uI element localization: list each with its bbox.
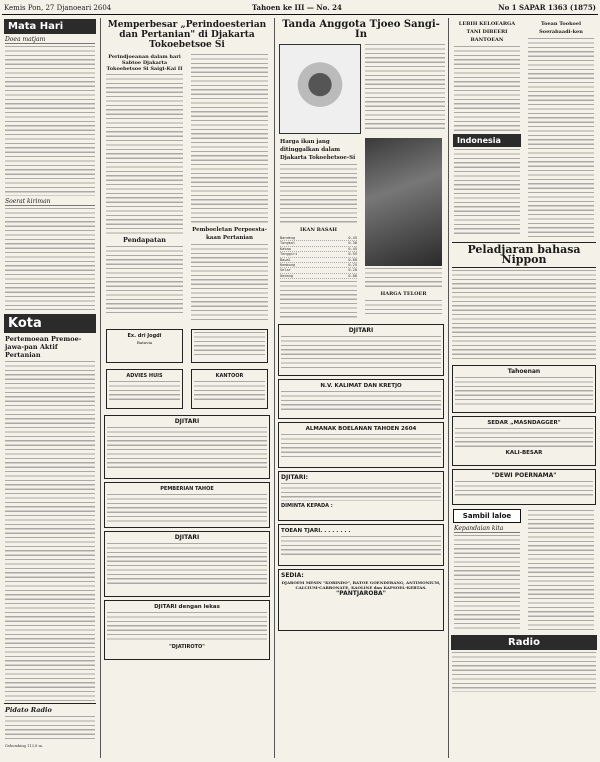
ad-pemberian <box>104 482 270 528</box>
ad-brand: KALI-BESAR <box>505 450 543 456</box>
ad-title: SEDIA: <box>281 572 304 580</box>
fish-price: 0.55 <box>348 252 357 257</box>
fish-price: 0.45 <box>348 246 357 251</box>
fish-price: 0.20 <box>348 268 357 273</box>
ad-text <box>281 536 441 558</box>
ad-almanak <box>278 422 444 468</box>
article-title: Memperbesar „Perindoesterian dan Pertanian" di Djakarta Tokoebetsoe Si <box>107 20 267 50</box>
fish-table-row <box>280 274 357 279</box>
ad-djitari <box>104 415 270 479</box>
column-1 <box>2 18 98 758</box>
egg-price-heading: HARGA TELOER <box>380 291 427 297</box>
ad-title: TOEAN TJARI. . . . . . . . <box>281 528 351 535</box>
pidato-radio-title: Pidato Radio <box>5 706 52 714</box>
article-subtitle: Perindjoeanan dalam hari Sabtoe Djakarta Tokoebetsoe Si Saigi-Kai II <box>106 54 183 72</box>
portrait-drawing <box>279 44 361 134</box>
fish-name: Bandeng <box>280 236 296 240</box>
newspaper-page <box>2 2 598 760</box>
mata-hari-banner: Mata Hari <box>4 19 96 34</box>
article-body <box>280 281 357 319</box>
ad-djitari-2 <box>104 531 270 597</box>
column-3 <box>274 18 447 758</box>
column-2 <box>100 18 273 758</box>
radio-schedule <box>452 652 596 692</box>
ad-title: DJITARI <box>174 534 200 541</box>
ad-box <box>191 329 268 363</box>
fish-price: 0.80 <box>348 273 357 278</box>
ad-toean <box>278 524 444 566</box>
ad-sedar <box>452 416 596 466</box>
ad-text <box>107 494 267 522</box>
ad-dewi <box>452 469 596 505</box>
column-4 <box>448 18 599 758</box>
article-body <box>5 361 95 701</box>
article-heading: LEBIH KELOEARGA TANI DIBEERI BANTOEAN <box>458 21 516 43</box>
pendapatan-heading: Pendapatan <box>122 236 167 244</box>
section-kicker: Doea matjam <box>5 36 95 44</box>
article-body <box>5 208 95 310</box>
masthead-date: Kemis Pon, 27 Djanoeari 2604 <box>4 4 112 12</box>
fish-price: 0.60 <box>348 257 357 262</box>
ad-box <box>191 369 268 409</box>
masthead <box>2 2 598 15</box>
article-body <box>280 164 357 224</box>
article-body <box>365 44 445 132</box>
article-body <box>191 244 268 322</box>
article-body <box>5 716 95 742</box>
ad-title: DJITARI <box>348 327 374 335</box>
article-body <box>528 510 594 630</box>
fish-price: 0.30 <box>348 241 357 246</box>
fish-name: Kakap <box>280 246 291 251</box>
news-photo <box>365 138 442 266</box>
ad-subtitle: Batavia <box>136 340 153 345</box>
ad-text <box>455 481 593 497</box>
ad-text <box>194 332 265 356</box>
ad-text <box>281 391 441 411</box>
article-title: Tanda Anggota Tjoeo Sangi-In <box>282 19 440 40</box>
article-body <box>106 246 183 316</box>
ad-brand: "PANTJAROBA" <box>336 590 386 598</box>
fish-price-table <box>280 236 357 279</box>
ad-text <box>281 483 441 501</box>
ad-text <box>109 381 180 401</box>
divider <box>4 703 96 704</box>
peladjaran-title: Peladjaran bahasa Nippon <box>452 242 596 268</box>
fish-price-heading: Harga ikan jang ditinggalkan dalam Djakarta Tokoebetsoe-Si <box>280 139 356 161</box>
ad-text <box>107 612 267 642</box>
sambil-laloe-banner: Sambil laloe <box>453 509 521 523</box>
ad-text: DJAROEM MESIN "KORINDO", BATOE GOENDERANG, ANTIMONIUM, CALCIUM-CARBONATE, KAOLINE dan KAPSOEL-KERTAS. <box>281 580 441 591</box>
ad-title: ALMANAK BOELANAN TAHOEN 2604 <box>305 426 417 433</box>
ad-title: KANTOOR <box>215 373 244 379</box>
indonesia-banner: Indonesia <box>453 134 521 147</box>
fish-table-title: IKAN BASAH <box>300 227 337 233</box>
article-body <box>106 74 183 234</box>
article-body <box>454 46 520 132</box>
fish-name: Bawal <box>280 257 291 262</box>
article-heading: Toean Tookoel Soerabaadi-ken <box>539 21 583 35</box>
ad-kalimat <box>278 379 444 419</box>
ad-sedia <box>278 569 444 631</box>
ad-title: Tahoenan <box>507 368 541 375</box>
ad-box <box>106 329 183 363</box>
fish-name: Oedang <box>280 273 293 278</box>
ad-title: "DEWI POERNAMA" <box>491 472 557 479</box>
article-body <box>454 535 520 631</box>
article-body <box>528 38 594 238</box>
ad-title: DJITARI: <box>281 474 308 482</box>
kepandaian-kicker: Kepandaian kita <box>454 525 520 533</box>
ad-text <box>107 543 267 587</box>
ad-title: SEDAR „MASNDAGGER" <box>487 420 561 426</box>
ad-text <box>281 434 441 460</box>
ad-djitari <box>278 324 444 376</box>
ad-tahoenan <box>452 365 596 413</box>
ad-text <box>455 377 593 405</box>
article-body <box>191 54 268 224</box>
ad-box <box>106 369 183 409</box>
article-body <box>5 46 95 196</box>
ad-title: ADVIES HUIS <box>126 373 163 379</box>
article-body <box>365 300 442 314</box>
ad-text <box>194 381 265 401</box>
lesson-body <box>452 270 596 362</box>
fish-name: Selar <box>280 268 291 273</box>
radio-banner: Radio <box>451 635 597 650</box>
fish-name: Tongkol <box>280 241 296 246</box>
fish-name: Kembung <box>280 263 296 268</box>
masthead-hijri: No 1 SAPAR 1363 (1875) <box>498 3 596 12</box>
footer-line: Gebombing 113,8 m. <box>5 744 44 748</box>
ad-title: N.V. KALIMAT DAN KRETJO <box>320 383 402 390</box>
article-body <box>454 149 520 235</box>
ad-title: PEMBERIAN TAHOE <box>160 486 214 492</box>
section-kicker-2: Soerat kiriman <box>5 198 95 206</box>
ad-djitari-3 <box>278 471 444 521</box>
ad-djatiroto <box>104 600 270 660</box>
masthead-issue: Tahoen ke III — No. 24 <box>252 3 342 12</box>
fish-price: 0.25 <box>348 263 357 268</box>
fish-name: Tenggiri <box>280 252 298 257</box>
ad-text <box>281 336 441 368</box>
photo-caption <box>365 268 442 288</box>
ad-text <box>455 428 593 448</box>
fish-price: 0.45 <box>348 236 357 240</box>
kota-heading: Pertemoean Premoe-jawa-pan Aktif Pertanian <box>5 335 82 359</box>
ad-title: Ex. dri Jogdi <box>127 333 162 339</box>
ad-brand: "DJATIROTO" <box>169 644 205 650</box>
ad-title: DJITARI dengan lekas <box>154 604 220 610</box>
ad-subtitle: DIMINTA KEPADA : <box>281 503 333 510</box>
kota-banner: Kota <box>4 314 96 333</box>
ad-title: DJITARI <box>174 418 200 425</box>
perpoestakaan-heading: Pemboeletan Perpoesta-kaan Pertanian <box>192 227 267 241</box>
ad-text <box>107 427 267 469</box>
